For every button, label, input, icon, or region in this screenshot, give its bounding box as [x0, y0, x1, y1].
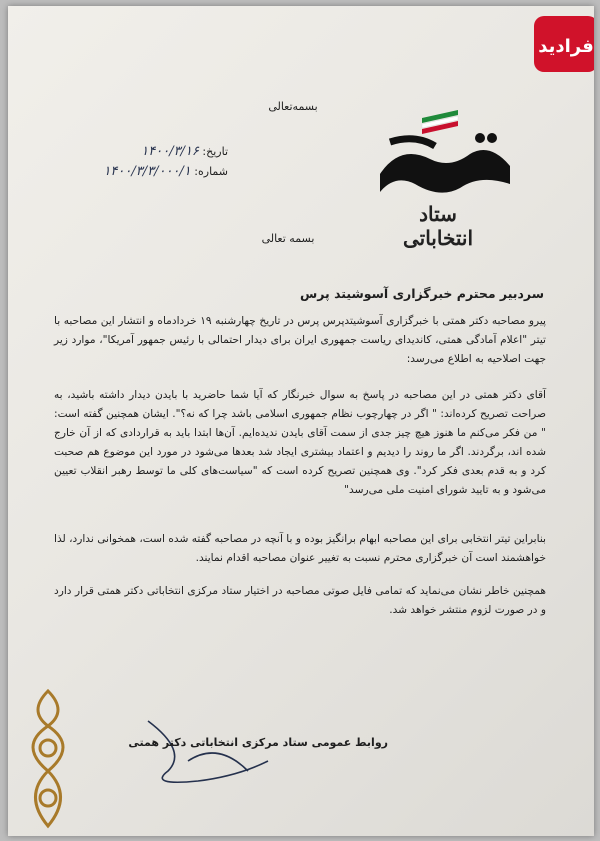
date-value: ۱۴۰۰/۳/۱۶ — [141, 144, 199, 159]
signature-line: روابط عمومی ستاد مرکزی انتخاباتی دکتر همتی — [128, 736, 388, 749]
date-label: تاریخ: — [202, 145, 228, 158]
faradid-watermark-logo — [524, 12, 594, 76]
addressee: سردبیر محترم خبرگزاری آسوشیتد پرس — [300, 286, 544, 301]
number-value: ۱۴۰۰/۳/۳/۰۰۰/۱ — [103, 164, 191, 179]
paragraph-3: بنابراین تیتر انتخابی برای این مصاحبه ابهام برانگیز بوده و با آنچه در مصاحبه گفته شده است، همخوانی ندارد، لذا خواهشمند است آن خبرگزاری محترم نسبت به تغییر عنوان مصاحبه اقدام نمایند. — [54, 533, 546, 564]
date-row — [48, 144, 228, 159]
watermark-text: فرادید — [538, 36, 594, 57]
bismillah-top: بسمه‌تعالی — [268, 100, 318, 113]
letter-page — [8, 6, 594, 836]
number-label: شماره: — [194, 165, 228, 178]
handwritten-signature — [128, 711, 288, 791]
number-row — [48, 164, 228, 179]
gold-ornament-decoration — [8, 686, 88, 836]
logo-subtitle: ستاد انتخاباتی — [402, 202, 474, 250]
paragraph-4: همچنین خاطر نشان می‌نماید که تمامی فایل صوتی مصاحبه در اختیار ستاد مرکزی انتخاباتی دکتر همتی قرار دارد و در صورت لزوم منتشر خواهد شد. — [54, 585, 546, 616]
paragraph-1: پیرو مصاحبه دکتر همتی با خبرگزاری آسوشیتدپرس پرس در تاریخ چهارشنبه ۱۹ خردادماه و انتشار این مصاحبه با تیتر "اعلام آمادگی همتی، کاندیدای ریاست جمهوری ایران برای دیدار احتمالی با رئیس جمهور آمریکا"، موارد زیر جهت اصلاحیه به اطلاع می‌رسد: — [54, 315, 547, 365]
bismillah-second: بسمه تعالی — [261, 232, 315, 245]
paragraph-2: آقای دکتر همتی در این مصاحبه در پاسخ به سوال خبرنگار که آیا شما حاضرید با بایدن دیدار داشته باشید، به صراحت تصریح کرده‌اند: " اگر در چهارچوب نظام جمهوری اسلامی باشد چرا که نه؟". ایشان همچنین گفته است: " من فکر می‌کنم ما هنوز هیچ چیز جدی از سمت آقای بایدن ندیده‌ایم. آن‌ها ابتدا باید به قراردادی که از آن خارج شده اند، برگردند. اگر ما روند را دیدیم و اعتماد بیشتری ایجاد شد بعدها می‌شود در مورد این موضوع هم صحبت کرد و به قدم بعدی فکر کرد". وی همچنین تصریح کرده است که "سیاست‌های کلی ما توسط رهبر انقلاب تعیین می‌شود و به تایید شورای امنیت ملی می‌رسد" — [54, 389, 546, 496]
